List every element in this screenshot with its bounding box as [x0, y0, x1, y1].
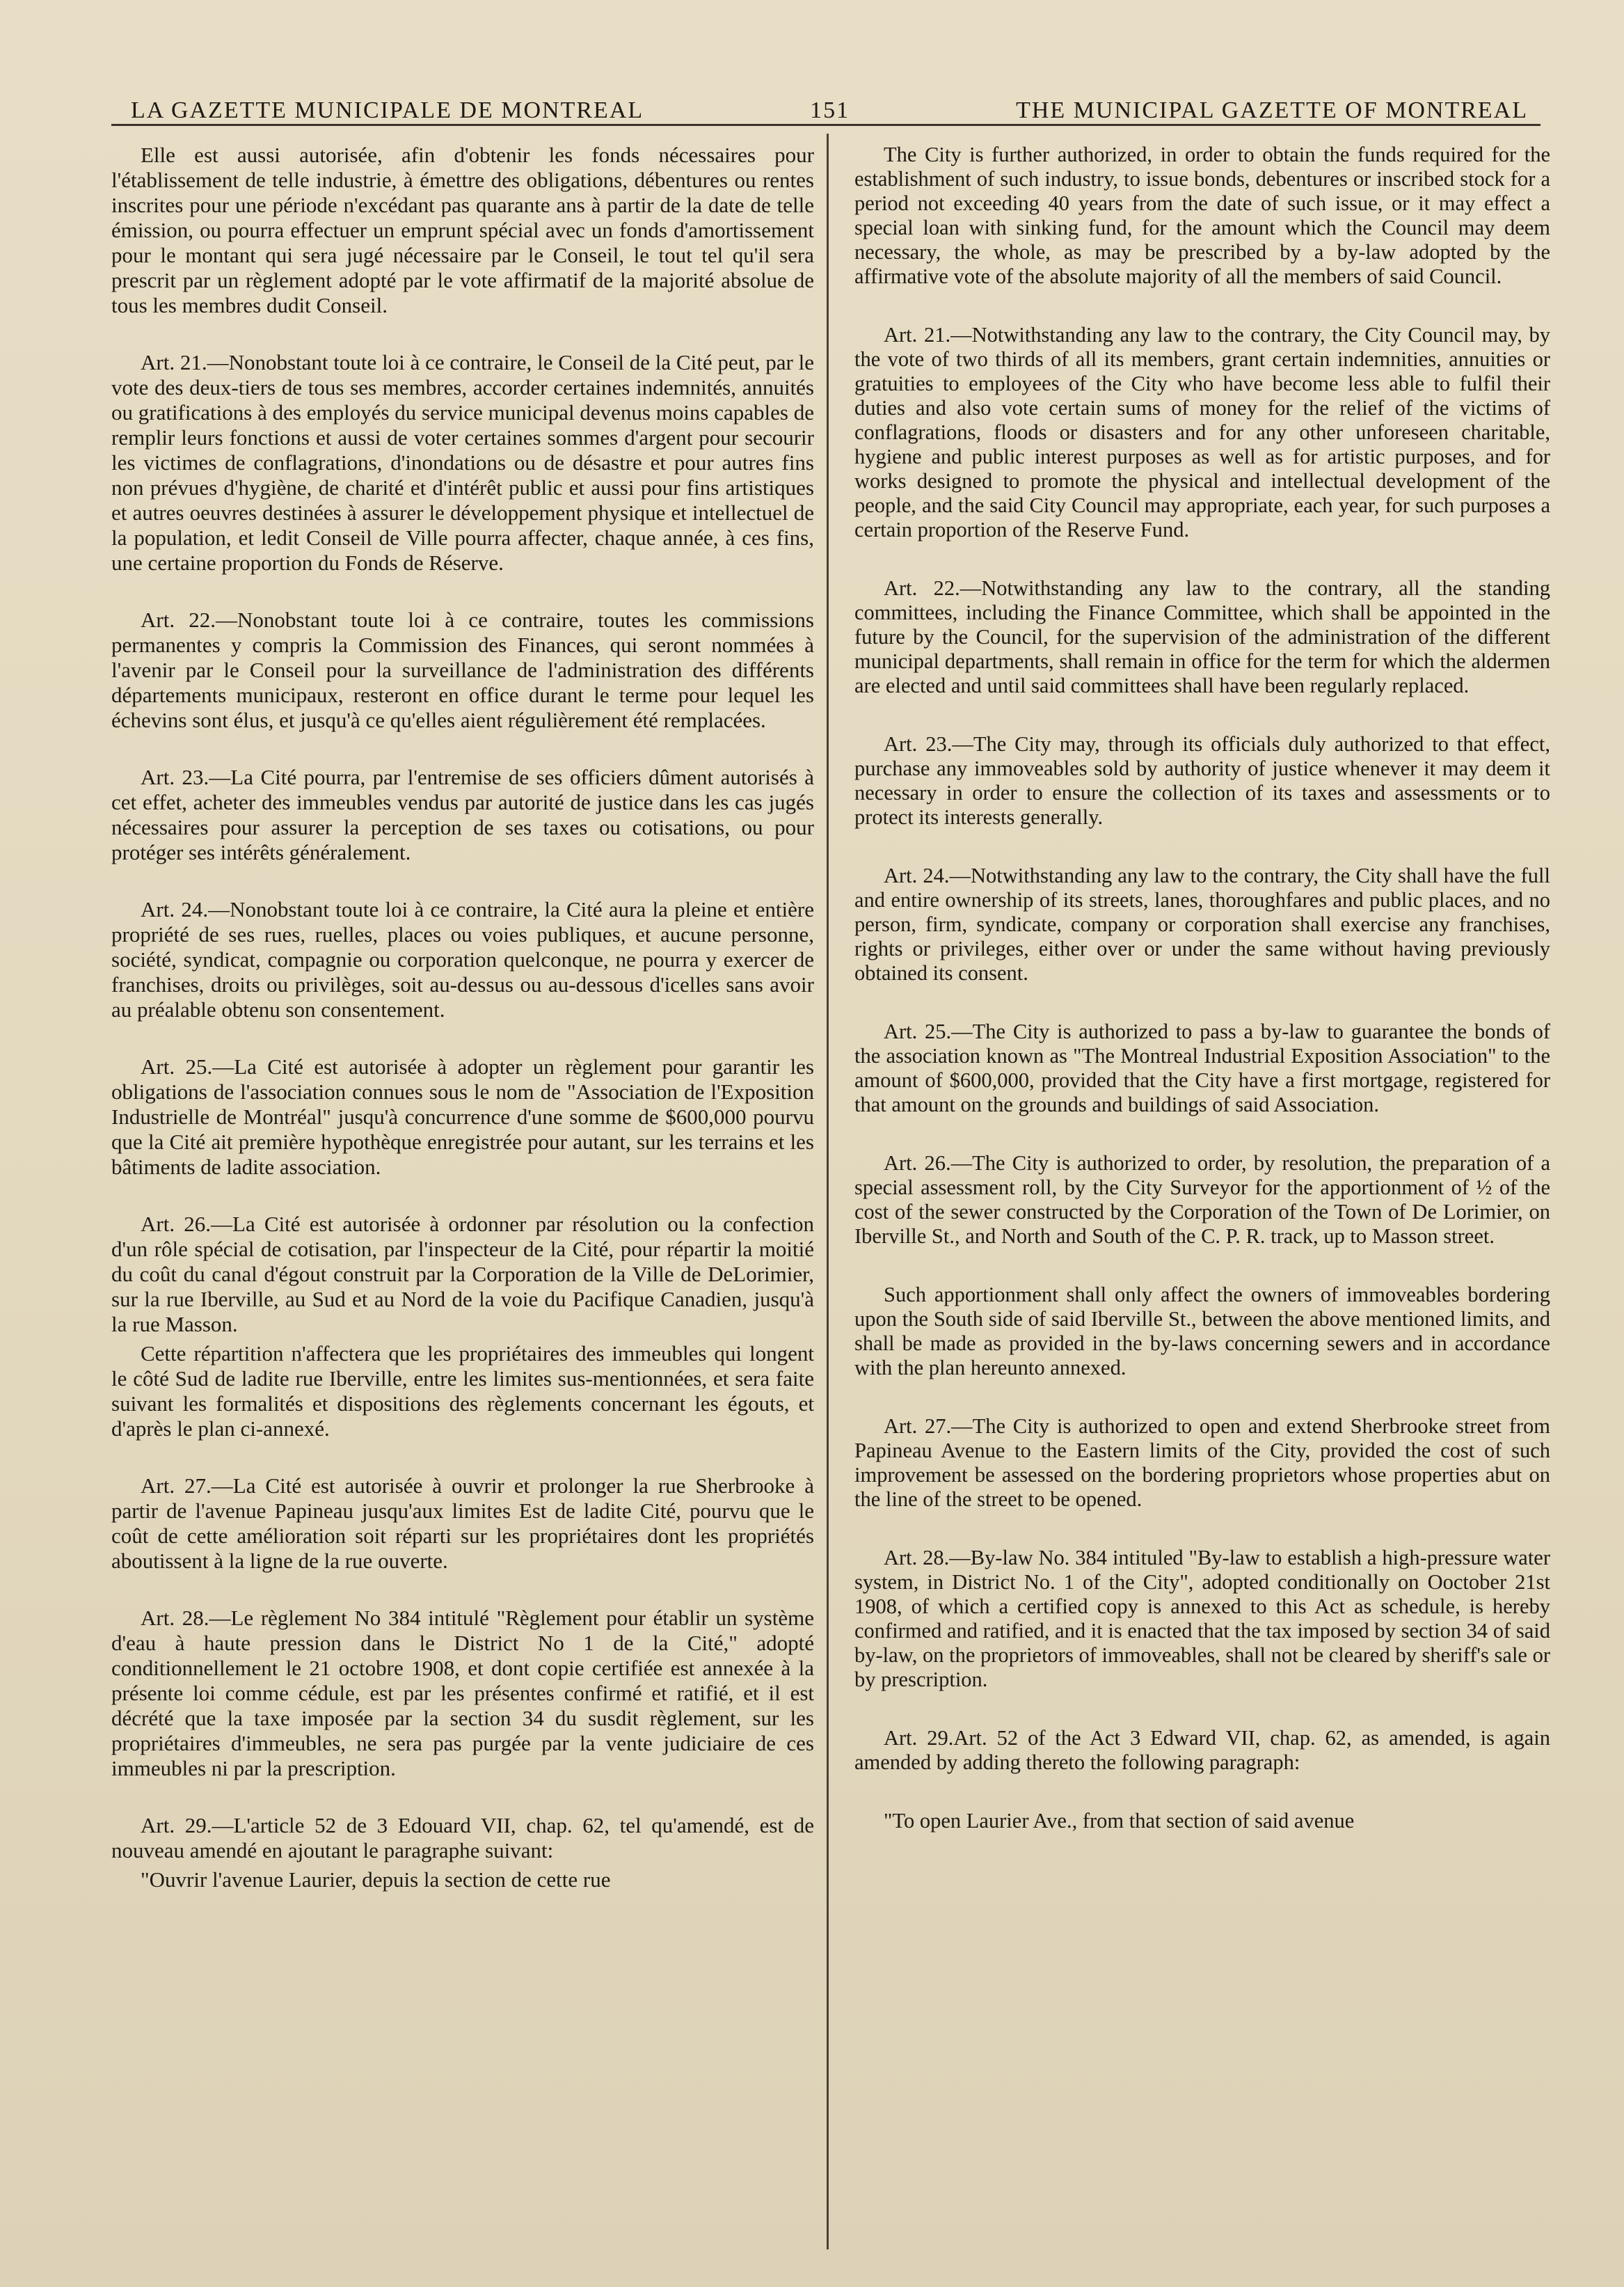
en-article-29-quote: "To open Laurier Ave., from that section of said avenue: [884, 1809, 1355, 1833]
french-column: [111, 143, 814, 1897]
header-rule: [111, 124, 1541, 126]
en-paragraph-intro: The City is further authorized, in order to obtain the funds required for the establishment of such industry, to issue bonds, debentures or inscribed stock for a period not exceeding 40 years from the date of such issue, or it may effect a special loan with sinking fund, for the amount which the Council may deem necessary, the whole, as may be prescribed by a by-law adopted by the affirmative vote of the absolute majority of all the members of said Council.: [854, 143, 1550, 288]
fr-article-23: Art. 23.—La Cité pourra, par l'entremise de ses officiers dûment autorisés à cet effet, acheter des immeubles vendus par autorité de justice dans les cas jugés nécessaires pour assurer la perception de ses taxes ou cotisations, ou pour protéger ses intérêts généralement.: [111, 765, 814, 864]
fr-article-26: Art. 26.—La Cité est autorisée à ordonner par résolution ou la confection d'un rôle spécial de cotisation, par l'inspecteur de la Cité, pour répartir la moitié du coût du canal d'égout construit par la Corporation de la Ville de DeLorimier, sur la rue Iberville, au Sud et au Nord de la voie du Pacifique Canadien, jusqu'à la rue Masson.: [111, 1212, 814, 1336]
fr-article-25: Art. 25.—La Cité est autorisée à adopter un règlement pour garantir les obligations de l'association connues sous le nom de "Association de l'Exposition Industrielle de Montréal" jusqu'à concurrence d'une somme de $600,000 pourvu que la Cité ait première hypothèque enregistrée pour autant, sur les terrains et les bâtiments de ladite association.: [111, 1054, 814, 1179]
en-article-26: Art. 26.—The City is authorized to order, by resolution, the preparation of a special assessment roll, by the City Surveyor for the apportionment of ½ of the cost of the sewer constructed by the Corporation of the Town of De Lorimier, on Iberville St., and North and South of the C. P. R. track, up to Masson street.: [854, 1151, 1550, 1248]
en-article-25: Art. 25.—The City is authorized to pass a by-law to guarantee the bonds of the association known as "The Montreal Industrial Exposition Association" to the amount of $600,000, provided that the City have a first mortgage, registered for that amount on the grounds and buildings of said Association.: [854, 1020, 1550, 1116]
en-article-29: Art. 29.Art. 52 of the Act 3 Edward VII, chap. 62, as amended, is again amended by adding thereto the following paragraph:: [854, 1726, 1550, 1774]
fr-article-26-cont: Cette répartition n'affectera que les propriétaires des immeubles qui longent le côté Sud de ladite rue Iberville, entre les limites sus-mentionnées, et sera faite suivant les formalités et dispositions des règlements concernant les égouts, et d'après le plan ci-annexé.: [111, 1341, 814, 1441]
en-article-27: Art. 27.—The City is authorized to open and extend Sherbrooke street from Papineau Avenue to the Eastern limits of the City, provided the cost of such improvement be assessed on the bordering proprietors whose properties abut on the line of the street to be opened.: [854, 1414, 1550, 1511]
fr-article-21: Art. 21.—Nonobstant toute loi à ce contraire, le Conseil de la Cité peut, par le vote des deux-tiers de tous ses membres, accorder certaines indemnités, annuités ou gratifications à des employés du service municipal devenus moins capables de remplir leurs fonctions et aussi de voter certaines sommes d'argent pour secourir les victimes de conflagrations, d'inondations ou de désastre et pour autres fins non prévues d'hygiène, de charité et d'intérêt public et aussi pour fins artistiques et autres oeuvres destinées à assurer le développement physique et intellectuel de la population, et ledit Conseil de Ville pourra affecter, chaque année, à ces fins, une certaine proportion du Fonds de Réserve.: [111, 350, 814, 575]
fr-article-28: Art. 28.—Le règlement No 384 intitulé "Règlement pour établir un système d'eau à haute pression dans le District No 1 de la Cité," adopté conditionnellement le 21 octobre 1908, et dont copie certifiée est annexée à la présente loi comme cédule, est par les présentes confirmé et ratifié, et il est décrété que la taxe imposée par la section 34 du susdit règlement, sur les propriétaires d'immeubles, ne sera pas purgée par la vente judiciaire de ces immeubles ni par la prescription.: [111, 1606, 814, 1780]
en-article-22: Art. 22.—Notwithstanding any law to the contrary, all the standing committees, including the Finance Committee, which shall be appointed in the future by the Council, for the supervision of the administration of the different municipal departments, shall remain in office for the term for which the aldermen are elected and until said committees shall have been regularly replaced.: [854, 576, 1550, 697]
en-article-26-cont: Such apportionment shall only affect the owners of immoveables bordering upon the South side of said Iberville St., between the above mentioned limits, and shall be made as provided in the by-laws concerning sewers and in accordance with the plan hereunto annexed.: [854, 1283, 1550, 1379]
fr-article-24: Art. 24.—Nonobstant toute loi à ce contraire, la Cité aura la pleine et entière propriété de ses rues, ruelles, places ou voies publiques, et aucune personne, société, syndicat, compagnie ou corporation quelconque, ne pourra y exercer de franchises, droits ou privilèges, soit au-dessus ou au-dessous d'icelles sans avoir au préalable obtenu son consentement.: [111, 897, 814, 1022]
en-article-21: Art. 21.—Notwithstanding any law to the contrary, the City Council may, by the vote of two thirds of all its members, grant certain indemnities, annuities or gratuities to employees of the City who have become less able to fulfil their duties and also vote certain sums of money for the relief of the victims of conflagrations, floods or disasters and for any other unforeseen charitable, hygiene and public interest purposes as well as for artistic purposes, and for works designed to promote the physical and intellectual development of the people, and the said City Council may appropriate, each year, for such purposes a certain proportion of the Reserve Fund.: [854, 323, 1550, 541]
en-article-23: Art. 23.—The City may, through its officials duly authorized to that effect, purchase any immoveables sold by authority of justice whenever it may deem it necessary in order to ensure the collection of its taxes and assessments or to protect its interests generally.: [854, 732, 1550, 829]
fr-article-27: Art. 27.—La Cité est autorisée à ouvrir et prolonger la rue Sherbrooke à partir de l'avenue Papineau jusqu'aux limites Est de ladite Cité, pourvu que le coût de cette amélioration soit réparti sur les propriétaires dont les propriétés aboutissent à la ligne de la rue ouverte.: [111, 1473, 814, 1573]
page-number: 151: [810, 97, 850, 123]
en-article-24: Art. 24.—Notwithstanding any law to the contrary, the City shall have the full and entire ownership of its streets, lanes, thoroughfares and public places, and no person, firm, syndicate, company or corporation shall exercise any franchises, rights or privileges, either over or under the same without having previously obtained its consent.: [854, 864, 1550, 985]
fr-article-22: Art. 22.—Nonobstant toute loi à ce contraire, toutes les commissions permanentes y compris la Commission des Finances, qui seront nommées à l'avenir par le Conseil pour la surveillance de l'administration des différents départements municipaux, resteront en office durant le terme pour lequel les échevins sont élus, et jusqu'à ce qu'elles aient régulièrement été remplacées.: [111, 608, 814, 732]
en-article-28: Art. 28.—By-law No. 384 intituled "By-law to establish a high-pressure water system, in District No. 1 of the City", adopted conditionally on Ooctober 21st 1908, of which a certified copy is annexed to this Act as schedule, is hereby confirmed and ratified, and it is enacted that the tax imposed by section 34 of said by-law, on the proprietors of immoveables, shall not be cleared by sheriff's sale or by prescription.: [854, 1546, 1550, 1691]
column-divider: [827, 134, 829, 2249]
fr-paragraph-intro: Elle est aussi autorisée, afin d'obtenir les fonds nécessaires pour l'établissement de telle industrie, à émettre des obligations, débentures ou rentes inscrites pour une période n'excédant pas quarante ans à partir de la date de telle émission, ou pourra effectuer un emprunt spécial avec un fonds d'amortissement pour le montant qui sera jugé nécessaire par le Conseil, le tout tel qu'il sera prescrit par un règlement adopté par le vote affirmatif de la majorité absolue de tous les membres dudit Conseil.: [111, 143, 814, 317]
page-header: [131, 82, 1528, 124]
fr-article-29: Art. 29.—L'article 52 de 3 Edouard VII, chap. 62, tel qu'amendé, est de nouveau amendé en ajoutant le paragraphe suivant:: [111, 1813, 814, 1862]
header-right-title: THE MUNICIPAL GAZETTE OF MONTREAL: [1016, 97, 1528, 123]
english-column: [854, 143, 1550, 1867]
fr-article-29-quote: "Ouvrir l'avenue Laurier, depuis la section de cette rue: [141, 1867, 611, 1892]
header-left-title: LA GAZETTE MUNICIPALE DE MONTREAL: [131, 97, 644, 123]
